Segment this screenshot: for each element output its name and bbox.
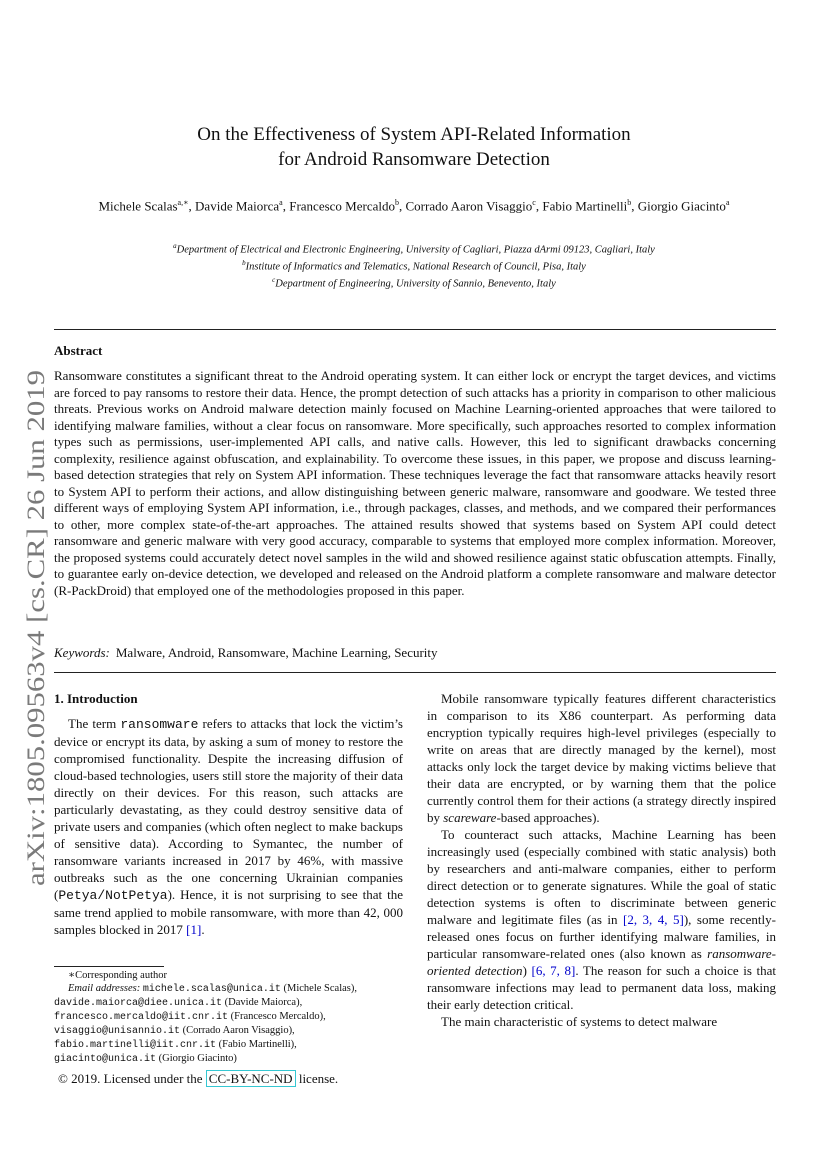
emphasis: scareware xyxy=(443,810,497,825)
title-line-2: for Android Ransomware Detection xyxy=(278,149,550,170)
affiliation-sup: a xyxy=(173,242,177,250)
license-line xyxy=(58,1071,338,1087)
right-column xyxy=(427,690,776,1030)
email-owner: (Corrado Aaron Visaggio), xyxy=(182,1025,295,1036)
footnote-email-line xyxy=(54,1024,403,1038)
author-sup: b xyxy=(394,198,399,207)
email-address[interactable]: fabio.martinelli@iit.cnr.it xyxy=(54,1040,217,1051)
affiliation-text: Institute of Informatics and Telematics, National Research of Council, Pisa, Italy xyxy=(245,261,586,273)
citation-link[interactable]: [2, 3, 4, 5] xyxy=(623,912,684,927)
author-sup: b xyxy=(627,198,632,207)
author-2: , Corrado Aaron Visaggio xyxy=(398,198,533,214)
author-list xyxy=(64,194,764,214)
footnote-rule xyxy=(54,966,164,967)
author-1: , Francesco Mercaldo xyxy=(282,198,395,214)
affiliation-sup: c xyxy=(272,276,276,284)
right-paragraph-1 xyxy=(427,690,776,826)
code-term: ransomware xyxy=(120,717,199,732)
code-term: Petya/NotPetya xyxy=(58,888,168,903)
affiliation-list xyxy=(64,240,764,291)
arxiv-id: arXiv:1805.09563v4 [cs.CR] 26 Jun 2019 xyxy=(21,458,50,886)
footnote-email-line xyxy=(54,996,403,1010)
email-label: Email addresses: xyxy=(68,983,141,994)
footnote-email-line xyxy=(54,1052,403,1066)
section-heading-introduction: 1. Introduction xyxy=(54,691,138,706)
author-sup: a xyxy=(279,198,283,207)
footnote-email-line xyxy=(54,982,403,996)
footnote-email-line xyxy=(54,1038,403,1052)
author-first: Michele Scalas xyxy=(98,198,178,214)
email-address[interactable]: giacinto@unica.it xyxy=(54,1054,157,1065)
email-owner: (Francesco Mercaldo), xyxy=(230,1011,326,1022)
affiliation-sup: b xyxy=(242,259,246,267)
paper-title xyxy=(100,122,728,172)
keywords xyxy=(54,645,776,661)
email-owner: (Michele Scalas), xyxy=(283,983,357,994)
text-run: -based approaches). xyxy=(496,810,600,825)
affiliation-text: Department of Electrical and Electronic Engineering, University of Cagliari, Piazza dArmi 09123, Cagliari, Italy xyxy=(176,244,655,256)
text-run: . xyxy=(201,922,205,937)
text-run: ) xyxy=(522,963,532,978)
license-suffix: license. xyxy=(295,1071,339,1086)
email-owner: (Davide Maiorca), xyxy=(224,997,303,1008)
abstract-text: Ransomware constitutes a significant threat to the Android operating system. It can either lock or encrypt the target devices, and victims are forced to pay ransoms to restore their data. Hence, the prompt detection of such attacks has a priority in comparison to other malicious threats. Previous works on Android malware detection mainly focused on Machine Learning-oriented approaches that were tailored to identifying malware families, without a clear focus on ransomware. More specifically, such approaches resorted to complex information types such as permissions, user-implemented API calls, and native calls. However, this led to significant drawbacks concerning complexity, resilience against obfuscation, and explainability. To overcome these issues, in this paper, we propose and discuss learning-based detection strategies that rely on System API information. These techniques leverage the fact that ransomware attacks heavily resort to System API to perform their actions, and allow distinguishing between generic malware, ransomware and goodware. We tested three different ways of employing System API information, i.e., through packages, classes, and methods, and we compared their performances to other, more complex state-of-the-art approaches. The attained results showed that systems based on System API could detect ransomware and generic malware with very good accuracy, comparable to systems that employed more complex information. Moreover, the proposed systems could accurately detect novel samples in the wild and showed resilience against static obfuscation attempts. Finally, to guarantee early on-device detection, we developed and released on the Android platform a complete ransomware and malware detector (R-PackDroid) that employed one of the methodologies proposed in this paper. xyxy=(54,368,776,598)
text-run: . The reason for such a choice is that ransomware infections may lead to permanent data loss, making their early detection critical. xyxy=(427,963,776,1012)
affiliation-text: Department of Engineering, University of Sannio, Benevento, Italy xyxy=(275,278,556,290)
affiliation-a xyxy=(64,240,764,257)
abstract-body xyxy=(54,368,776,599)
email-address[interactable]: visaggio@unisannio.it xyxy=(54,1026,181,1037)
emphasis: ransomware-oriented detection xyxy=(427,946,776,978)
email-address[interactable]: michele.scalas@unica.it xyxy=(142,984,281,995)
citation-link[interactable]: [6, 7, 8] xyxy=(531,963,576,978)
footnotes xyxy=(54,969,403,1066)
email-address[interactable]: francesco.mercaldo@iit.cnr.it xyxy=(54,1012,229,1023)
license-link[interactable]: CC-BY-NC-ND xyxy=(206,1070,296,1087)
text-run: ), some recently-released ones focus on further identifying malware families, in particular ransomware-related ones (also known as xyxy=(427,912,776,961)
arxiv-stamp xyxy=(14,368,54,888)
keywords-label: Keywords: xyxy=(54,645,110,660)
arxiv-sidebar xyxy=(14,368,54,888)
license-prefix: © 2019. Licensed under the xyxy=(58,1071,206,1086)
abstract-heading: Abstract xyxy=(54,343,103,358)
email-owner: (Fabio Martinelli), xyxy=(218,1039,297,1050)
affiliation-c xyxy=(64,274,764,291)
title-line-1: On the Effectiveness of System API-Related Information xyxy=(197,124,631,145)
affiliation-b xyxy=(64,257,764,274)
author-4: , Giorgio Giacinto xyxy=(631,198,726,214)
left-column xyxy=(54,690,403,938)
footnote-corresponding: ∗Corresponding author xyxy=(68,970,167,981)
author-sup: a,∗ xyxy=(177,198,189,207)
text-run: refers to attacks that lock the victim’s device or encrypt its data, by asking a sum of money to restore the compromised functionality. Despite the increasing diffusion of cloud-based technologies, users still store the majority of their data directly on their devices. For this reason, such attacks are particularly devastating, as they could destroy sensitive data of private users and companies (which often neglect to make backups of sensitive data). According to Symantec, the number of ransomware variants increased in 2017 by 46%, with massive outbreaks such as the one concerning Ukrainian companies ( xyxy=(54,716,403,902)
citation-link[interactable]: [1] xyxy=(186,922,202,937)
text-run: ). Hence, it is not surprising to see that the same trend applied to mobile ransomware, with more than 42, 000 samples blocked in 2017 xyxy=(54,887,403,937)
intro-paragraph-1 xyxy=(54,715,403,938)
abstract-bottom-rule xyxy=(54,672,776,673)
text-run: To counteract such attacks, Machine Learning has been increasingly used (especially combined with static analysis) both by researchers and anti-malware companies, either to perform direct detection or to generate signatures. While the goal of static detection systems is often to discriminate between generic malware and legitimate files (as in xyxy=(427,827,776,927)
author-0: , Davide Maiorca xyxy=(188,198,280,214)
text-run: Mobile ransomware typically features different characteristics in comparison to its X86 counterpart. As performing data encryption typically requires high-level privileges (especially to write on areas that are directly managed by the kernel), most attacks only lock the target device by making victims believe that their data are encrypted, or by warning them that the police currently control them for their actions (a strategy directly inspired by xyxy=(427,691,776,825)
email-owner: (Giorgio Giacinto) xyxy=(158,1053,237,1064)
text-run: The term xyxy=(68,716,121,731)
keywords-text: Malware, Android, Ransomware, Machine Learning, Security xyxy=(115,645,438,660)
right-paragraph-3: The main characteristic of systems to detect malware xyxy=(441,1014,718,1029)
author-3: , Fabio Martinelli xyxy=(535,198,628,214)
author-sup: c xyxy=(532,198,536,207)
right-paragraph-2 xyxy=(427,826,776,1013)
author-sup: a xyxy=(725,198,730,207)
abstract-top-rule xyxy=(54,329,776,330)
footnote-email-line xyxy=(54,1010,403,1024)
email-address[interactable]: davide.maiorca@diee.unica.it xyxy=(54,998,223,1009)
